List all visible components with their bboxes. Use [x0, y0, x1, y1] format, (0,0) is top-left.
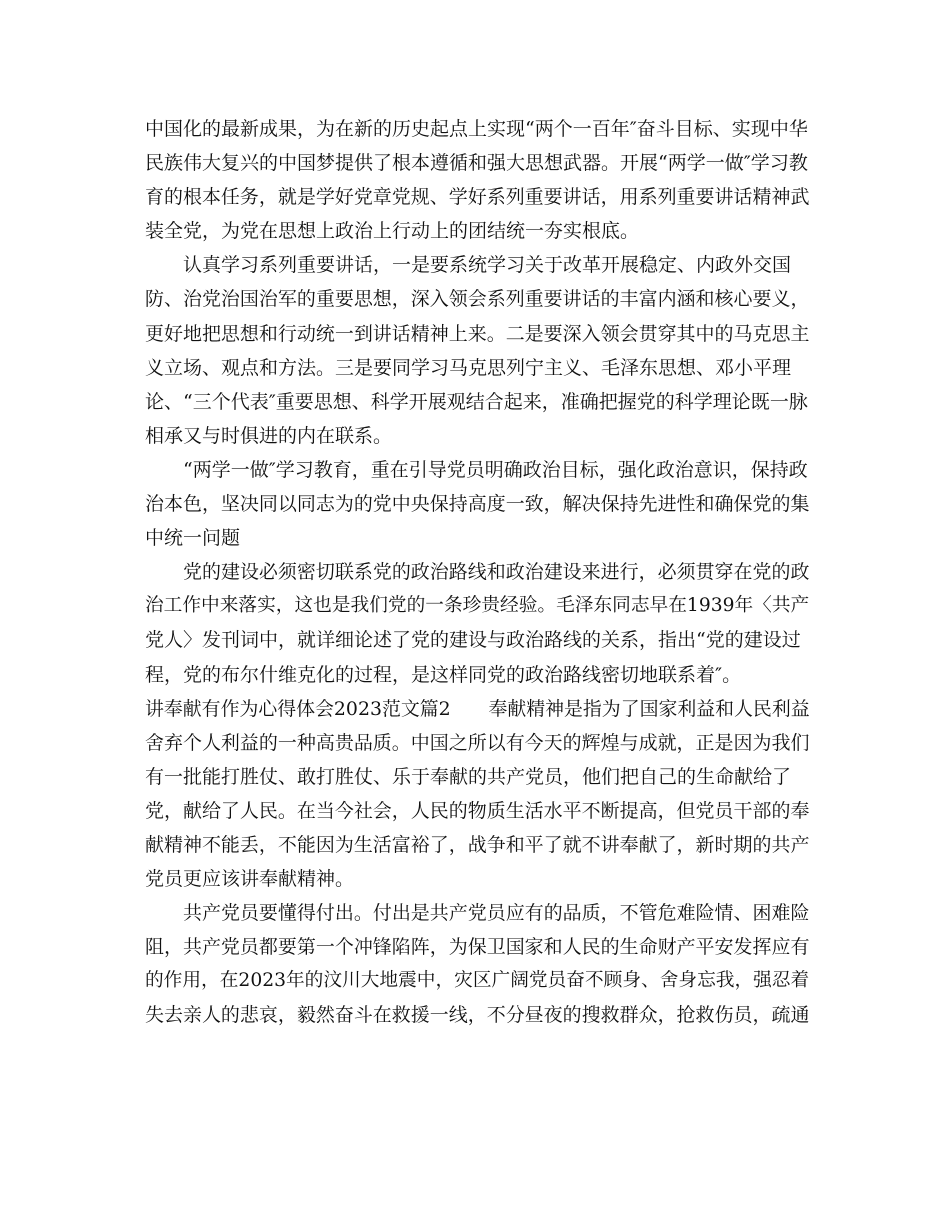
text-line: 义立场、观点和方法。三是要同学习马克思列宁主义、毛泽东思想、邓小平理	[145, 356, 792, 379]
section-heading-line: 讲奉献有作为心得体会2023范文篇2 奉献精神是指为了国家利益和人民利益	[145, 697, 810, 720]
text-line: 党员更应该讲奉献精神。	[145, 868, 355, 891]
text-line: 失去亲人的悲哀，毅然奋斗在救援一线，不分昼夜的搜救群众，抢救伤员，疏通	[145, 1004, 810, 1027]
text-line: 治本色，坚决同以同志为的党中央保持高度一致，解决保持先进性和确保党的集	[145, 493, 810, 516]
text-line: 党人〉发刊词中，就详细论述了党的建设与政治路线的关系，指出“党的建设过	[145, 629, 801, 652]
paragraph-start-line: “两学一做″学习教育，重在引导党员明确政治目标，强化政治意识，保持政	[183, 458, 808, 481]
text-line: 献精神不能丢，不能因为生活富裕了，战争和平了就不讲奉献了，新时期的共产	[145, 833, 810, 856]
text-line: 育的根本任务，就是学好党章党规、学好系列重要讲话，用系列重要讲话精神武	[145, 186, 810, 209]
text-line: 论、“三个代表″重要思想、科学开展观结合起来，准确把握党的科学理论既一脉	[145, 390, 808, 413]
text-line: 阻，共产党员都要第一个冲锋陷阵，为保卫国家和人民的生命财产平安发挥应有	[145, 936, 810, 959]
text-line: 程，党的布尔什维克化的过程，是这样同党的政治路线密切地联系着″。	[145, 663, 742, 686]
text-line: 中国化的最新成果，为在新的历史起点上实现“两个一百年″奋斗目标、实现中华	[145, 118, 808, 140]
text-line: 装全党，为党在思想上政治上行动上的团结统一夯实根底。	[145, 220, 640, 243]
paragraph-start-line: 认真学习系列重要讲话，一是要系统学习关于改革开展稳定、内政外交国	[183, 254, 792, 277]
text-line: 中统一问题	[145, 527, 241, 550]
text-line: 更好地把思想和行动统一到讲话精神上来。二是要深入领会贯穿其中的马克思主	[145, 322, 810, 345]
document-body	[145, 112, 810, 1033]
text-line: 治工作中来落实，这也是我们党的一条珍贵经验。毛泽东同志早在1939年〈共产	[145, 595, 810, 617]
text-line: 党，献给了人民。在当今社会，人民的物质生活水平不断提高，但党员干部的奉	[145, 799, 810, 822]
text-line: 防、治党治国治军的重要思想，深入领会系列重要讲话的丰富内涵和核心要义，	[145, 288, 810, 311]
text-line: 民族伟大复兴的中国梦提供了根本遵循和强大思想武器。开展“两学一做″学习教	[145, 152, 808, 175]
text-line: 舍弃个人利益的一种高贵品质。中国之所以有今天的辉煌与成就，正是因为我们	[145, 731, 810, 754]
paragraph-start-line: 党的建设必须密切联系党的政治路线和政治建设来进行，必须贯穿在党的政	[183, 561, 810, 584]
text-line: 有一批能打胜仗、敢打胜仗、乐于奉献的共产党员，他们把自己的生命献给了	[145, 765, 792, 788]
paragraph-start-line: 共产党员要懂得付出。付出是共产党员应有的品质，不管危难险情、困难险	[183, 902, 810, 925]
text-line: 相承又与时俱进的内在联系。	[145, 424, 393, 447]
text-line: 的作用，在2023年的汶川大地震中，灾区广阔党员奋不顾身、舍身忘我，强忍着	[145, 970, 810, 992]
